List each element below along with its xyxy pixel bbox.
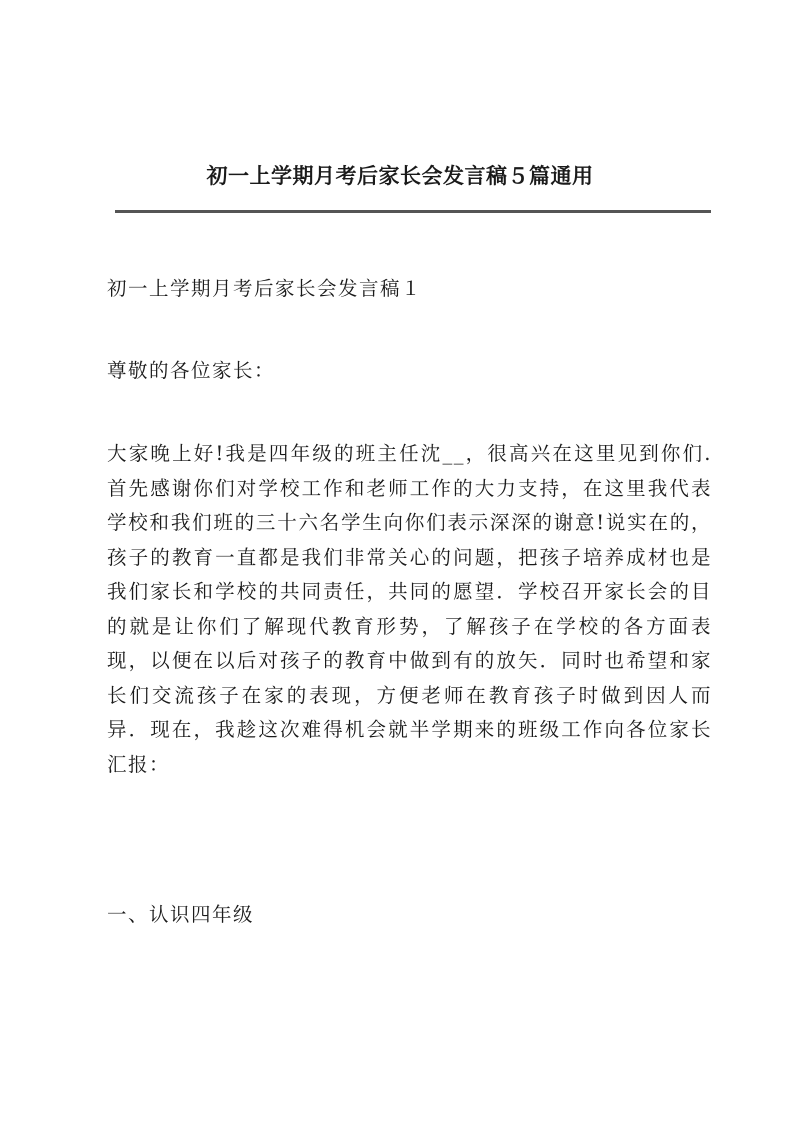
- body-paragraph: 大家晚上好!我是四年级的班主任沈__，很高兴在这里见到你们.首先感谢你们对学校工作和老师工作的大力支持，在这里我代表学校和我们班的三十六名学生向你们表示深深的谢意!说实在的，孩子的教育一直都是我们非常关心的问题，把孩子培养成材也是我们家长和学校的共同责任，共同的愿望．学校召开家长会的目的就是让你们了解现代教育形势，了解孩子在学校的各方面表现，以便在以后对孩子的教育中做到有的放矢．同时也希望和家长们交流孩子在家的表现，方便老师在教育孩子时做到因人而异．现在，我趁这次难得机会就半学期来的班级工作向各位家长汇报：: [107, 442, 712, 776]
- title-divider: [115, 210, 711, 213]
- document-title: 初一上学期月考后家长会发言稿５篇通用: [206, 163, 594, 188]
- section-title: 初一上学期月考后家长会发言稿１: [107, 277, 423, 300]
- salutation: 尊敬的各位家长：: [107, 359, 276, 382]
- subheading: 一、认识四年级: [107, 903, 255, 926]
